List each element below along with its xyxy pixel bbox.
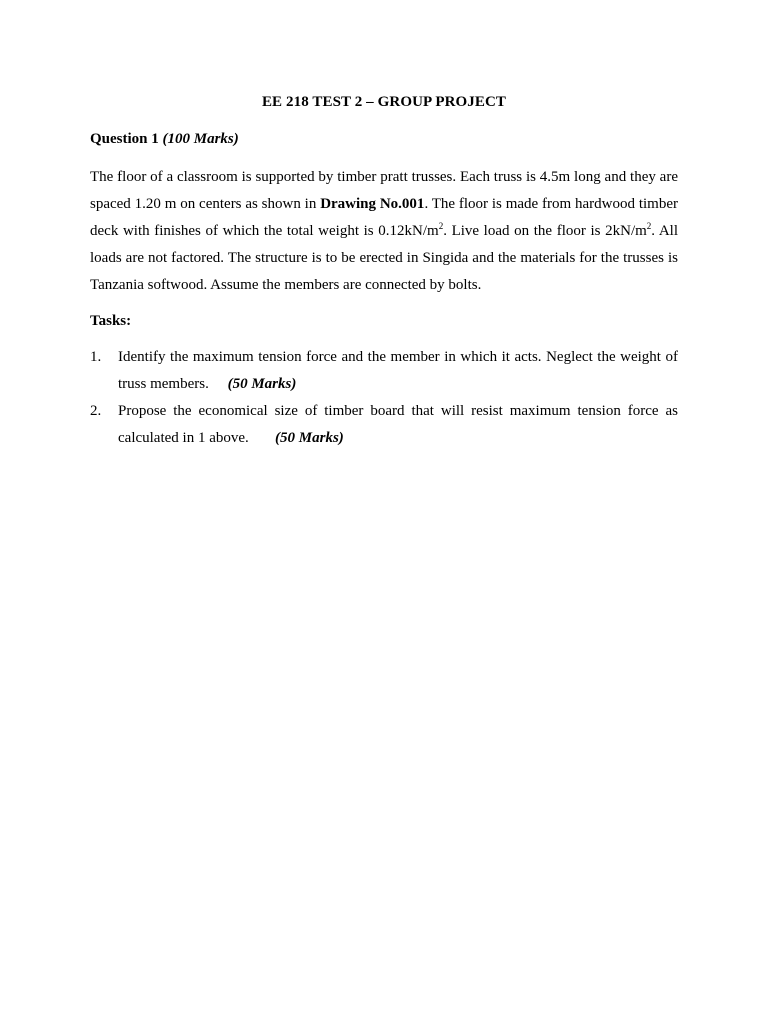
task-marks: (50 Marks) (227, 376, 297, 392)
question-label: Question 1 (90, 131, 159, 147)
paragraph-line: spaced 1.20 m on centers as shown in Drawing No.001. The floor is made from hardwood timber (90, 196, 678, 212)
paragraph-line: loads are not factored. The structure is to be erected in Singida and the materials for the trusses is (90, 250, 678, 266)
task-body (118, 398, 678, 452)
document-title: EE 218 TEST 2 – GROUP PROJECT (261, 94, 507, 110)
paragraph-line: The floor of a classroom is supported by timber pratt trusses. Each truss is 4.5m long and they are (90, 169, 678, 185)
question-marks: (100 Marks) (162, 131, 239, 147)
task-line: calculated in 1 above. (50 Marks) (118, 430, 344, 446)
task-line: Identify the maximum tension force and the member in which it acts. Neglect the weight of (118, 349, 678, 365)
task-number: 2. (90, 403, 102, 419)
task-marks: (50 Marks) (275, 430, 344, 446)
task-line: Propose the economical size of timber board that will resist maximum tension force as (118, 403, 678, 419)
paragraph-line: Tanzania softwood. Assume the members are connected by bolts. (90, 277, 482, 293)
superscript: 2 (438, 221, 444, 231)
task-number: 1. (90, 349, 102, 365)
drawing-reference: Drawing No.001 (320, 196, 425, 212)
superscript: 2 (646, 221, 652, 231)
paragraph-line: deck with finishes of which the total weight is $0.12kN/m^2$. Live load on the floor is $2kN/m^2$. All (90, 221, 679, 239)
tasks-heading: Tasks: (90, 313, 132, 329)
question-paragraph (90, 164, 678, 299)
question-heading (90, 130, 239, 148)
task-body (118, 344, 678, 398)
task-line: truss members. (50 Marks) (118, 376, 297, 392)
